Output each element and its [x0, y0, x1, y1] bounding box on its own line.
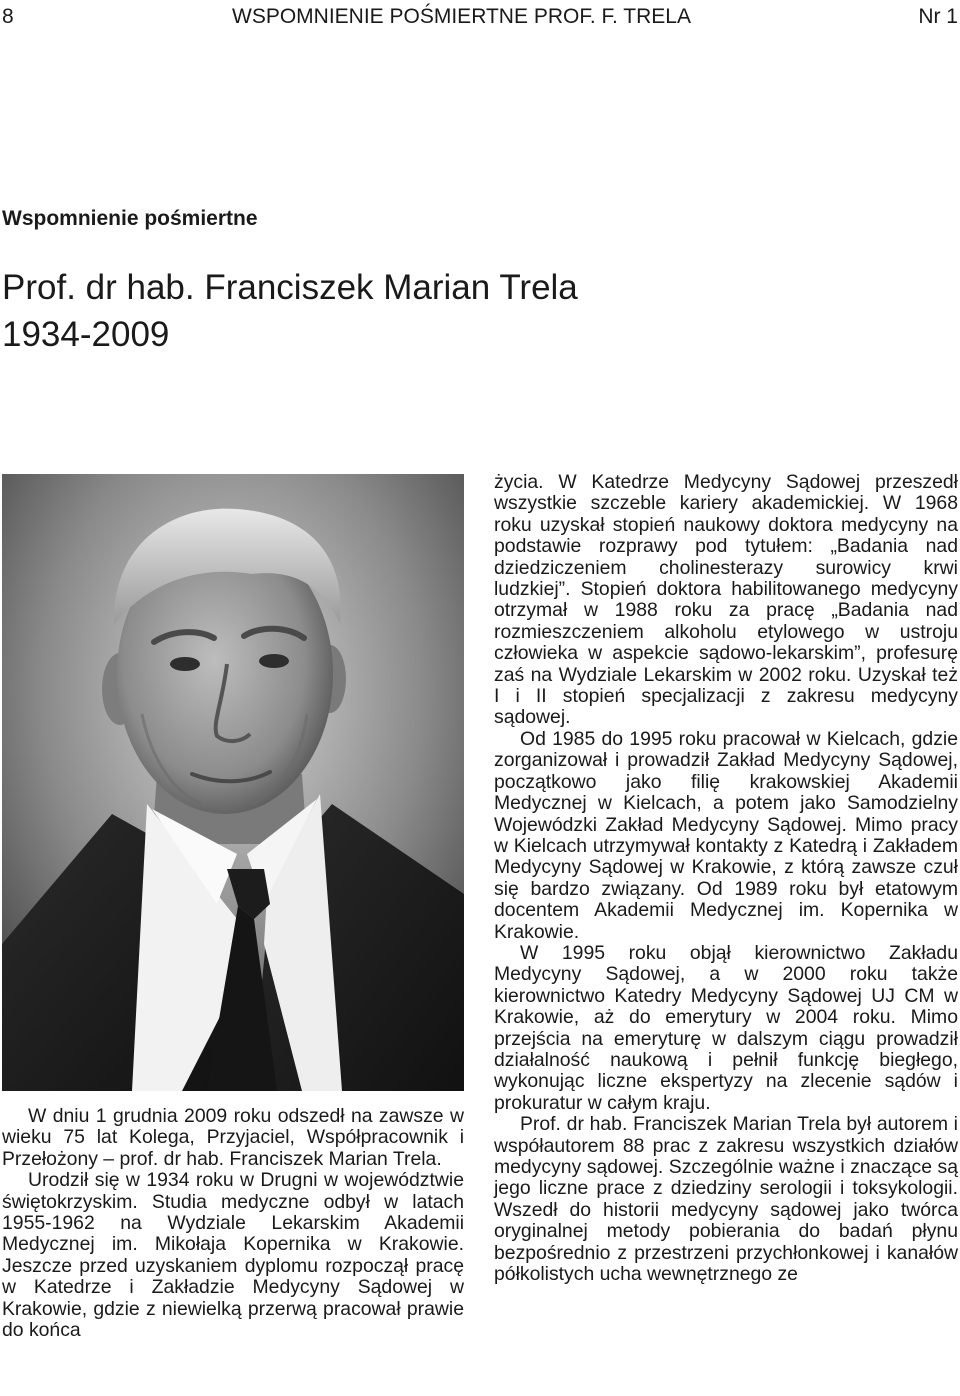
paragraph: W dniu 1 grudnia 2009 roku odszedł na zawsze w wieku 75 lat Kolega, Przyjaciel, Współpracownik i Przełożony – prof. dr hab. Franciszek Marian Trela. [2, 1105, 464, 1170]
paragraph: Prof. dr hab. Franciszek Marian Trela był autorem i współautorem 88 prac z zakresu wszystkich działów medycyny sądowej. Szczególnie ważne i znaczące są jego liczne prace z dziedziny serologii i toksykologii. Wszedł do historii medycyny sądowej jako twórca oryginalnej metody pobierania do badań płynu bezpośrednio z przestrzeni przychłonkowej i kanałów półkolistych ucha wewnętrznego ze [494, 1113, 958, 1286]
right-column [494, 472, 958, 1285]
portrait-photo-icon [2, 474, 464, 1091]
running-header [0, 2, 960, 32]
paragraph: Urodził się w 1934 roku w Drugni w województwie świętokrzyskim. Studia medyczne odbył w latach 1955-1962 na Wydziale Lekarskim Akademii Medycznej im. Mikołaja Kopernika w Krakowie. Jeszcze przed uzyskaniem dyplomu rozpoczął pracę w Katedrze i Zakładzie Medycyny Sądowej w Krakowie, gdzie z niewielką przerwą pracował prawie do końca [2, 1169, 464, 1342]
article-title: Prof. dr hab. Franciszek Marian Trela [2, 268, 578, 307]
paragraph: Od 1985 do 1995 roku pracował w Kielcach, gdzie zorganizował i prowadził Zakład Medycyny Sądowej, początkowo jako filię krakowskiej Akademii Medycznej w Kielcach, a potem jako Samodzielny Wojewódzki Zakład Medycyny Sądowej. Mimo pracy w Kielcach utrzymywał kontakty z Katedrą i Zakładem Medycyny Sądowej w Krakowie, z którą zawsze czuł się bardzo związany. Od 1989 roku był etatowym docentem Akademii Medycznej im. Kopernika w Krakowie. [494, 727, 958, 943]
paragraph: W 1995 roku objął kierownictwo Zakładu Medycyny Sądowej, a w 2000 roku także kierownictwo Katedry Medycyny Sądowej UJ CM w Krakowie, aż do emerytury w 2004 roku. Mimo przejścia na emeryturę w dalszym ciągu prowadził działalność naukową i pełnił funkcję biegłego, wykonując liczne ekspertyzy na zlecenie sądów i prokuratur w całym kraju. [494, 941, 958, 1114]
portrait-photo [2, 474, 464, 1091]
section-label: Wspomnienie pośmiertne [2, 207, 258, 230]
life-years: 1934-2009 [2, 315, 170, 354]
page-number: 8 [2, 5, 14, 28]
left-column [2, 1106, 464, 1341]
running-title: WSPOMNIENIE POŚMIERTNE PROF. F. TRELA [232, 5, 691, 28]
issue-number: Nr 1 [918, 5, 958, 28]
paragraph: życia. W Katedrze Medycyny Sądowej przeszedł wszystkie szczeble kariery akademickiej. W 1968 roku uzyskał stopień naukowy doktora medycyny na podstawie rozprawy pod tytułem: „Badania nad dziedziczeniem cholinesterazy surowicy krwi ludzkiej”. Stopień doktora habilitowanego medycyny otrzymał w 1988 roku za pracę „Badania nad rozmieszczeniem alkoholu etylowego w ustroju człowieka w aspekcie sądowo-lekarskim”, profesurę zaś na Wydziale Lekarskim w 2002 roku. Uzyskał też I i II stopień specjalizacji z zakresu medycyny sądowej. [494, 471, 958, 729]
